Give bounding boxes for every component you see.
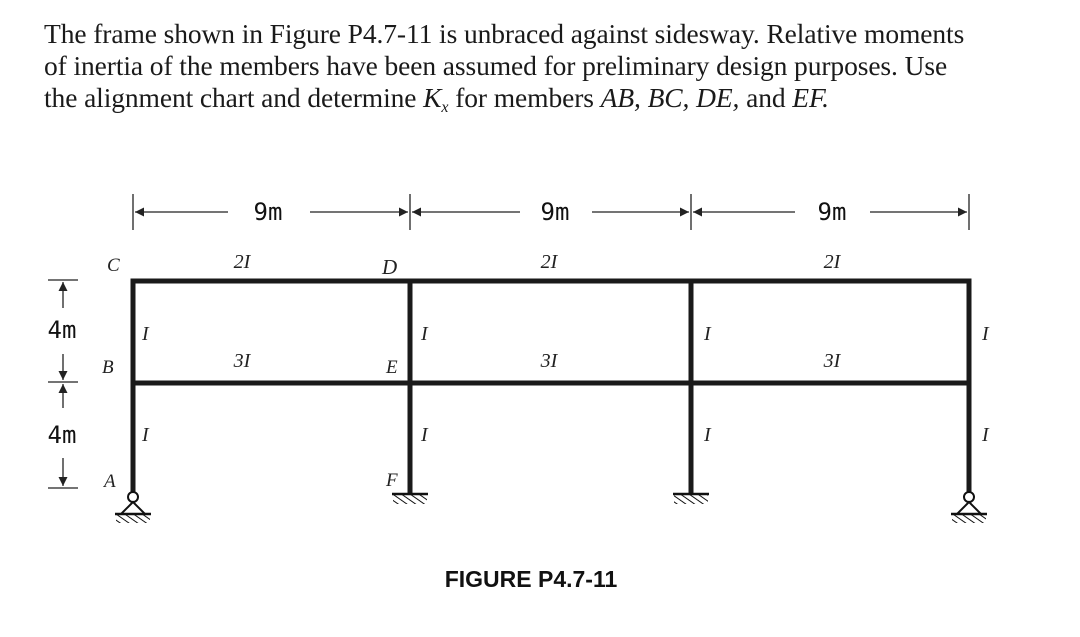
beam-label-floor-2: 3I xyxy=(540,350,558,372)
beam-label-floor-3: 3I xyxy=(823,350,841,372)
column-label-4-top: I xyxy=(982,323,989,345)
beam-label-roof-2: 2I xyxy=(540,251,558,273)
vdim-label-top: 4m xyxy=(47,316,77,344)
fixed-support-3 xyxy=(673,494,709,504)
joint-label-B: B xyxy=(102,357,114,378)
member-list: AB, BC, DE, xyxy=(600,82,740,113)
beam-label-roof-1: 2I xyxy=(233,251,251,273)
fixed-support-F xyxy=(392,494,428,504)
problem-line-3-mid: for members xyxy=(448,82,601,113)
pin-support-4 xyxy=(951,492,987,523)
joint-label-E: E xyxy=(386,357,398,378)
column-label-2-bottom: I xyxy=(421,424,428,446)
dim-label-bay3: 9m xyxy=(817,198,847,226)
vdim-label-bottom: 4m xyxy=(47,421,77,449)
member-last: EF. xyxy=(792,82,829,113)
pin-support-A xyxy=(115,492,151,523)
problem-line-3-and: and xyxy=(739,82,793,113)
joint-label-C: C xyxy=(107,255,120,276)
column-label-3-top: I xyxy=(704,323,711,345)
column-label-1-top: I xyxy=(142,323,149,345)
dim-label-bay1: 9m xyxy=(253,198,283,226)
joint-label-D: D xyxy=(382,255,398,279)
joint-label-A: A xyxy=(104,471,116,492)
problem-line-1: The frame shown in Figure P4.7-11 is unbraced against sidesway. Relative moments xyxy=(44,18,965,49)
problem-line-3-start: the alignment chart and determine xyxy=(44,82,424,113)
problem-line-2: of inertia of the members have been assumed for preliminary design purposes. Use xyxy=(44,50,948,81)
k-subscript: x xyxy=(441,99,449,116)
beam-label-roof-3: 2I xyxy=(823,251,841,273)
column-label-4-bottom: I xyxy=(982,424,989,446)
joint-label-F: F xyxy=(386,470,398,491)
dim-label-bay2: 9m xyxy=(540,198,570,226)
vertical-dimensions xyxy=(48,280,78,488)
k-symbol: K xyxy=(423,82,442,113)
column-label-1-bottom: I xyxy=(142,424,149,446)
beam-label-floor-1: 3I xyxy=(233,350,251,372)
column-label-2-top: I xyxy=(421,323,428,345)
column-label-3-bottom: I xyxy=(704,424,711,446)
figure-caption: FIGURE P4.7-11 xyxy=(444,566,618,592)
